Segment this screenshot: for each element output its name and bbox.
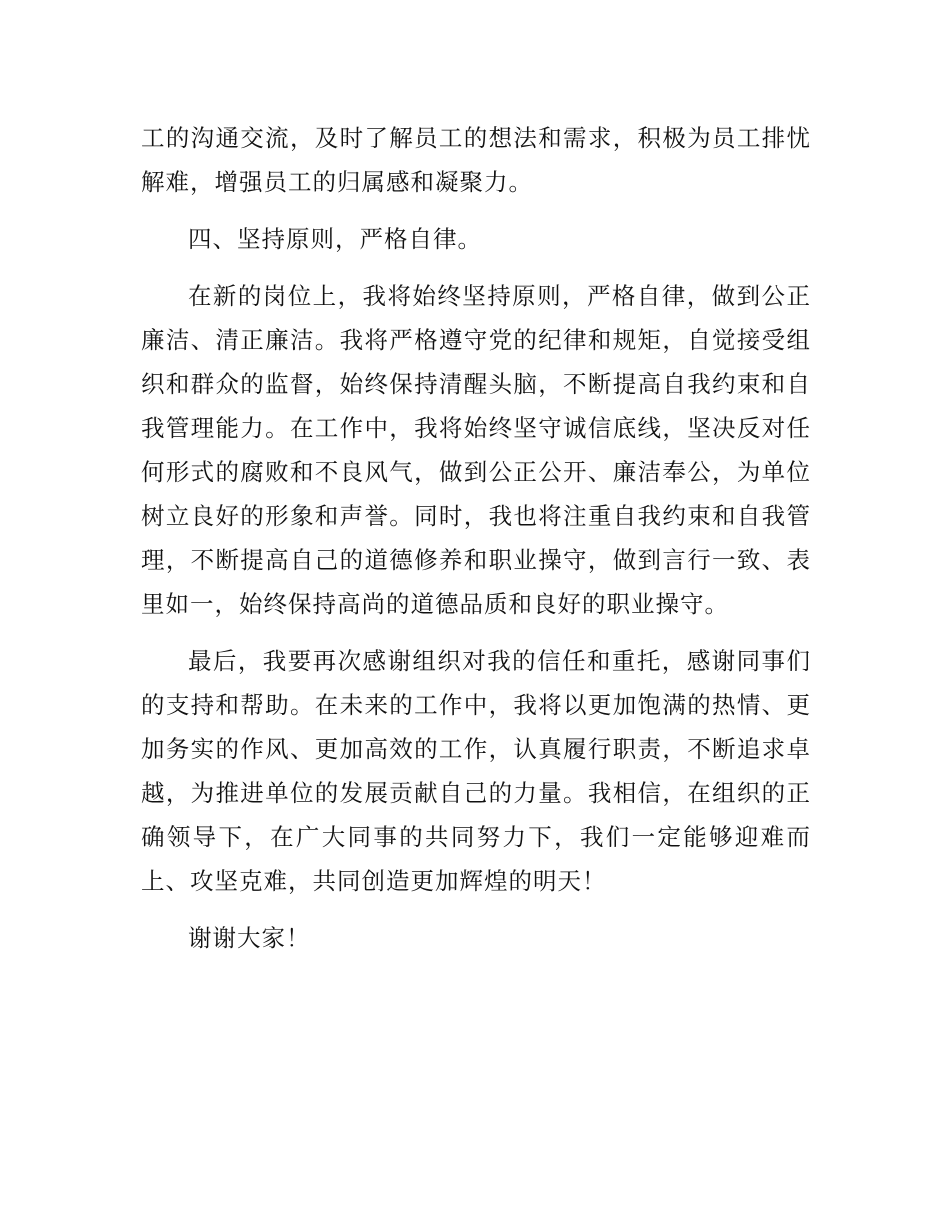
paragraph-continued: 工的沟通交流，及时了解员工的想法和需求，积极为员工排忧解难，增强员工的归属感和凝聚力。 [141,124,811,196]
paragraph-closing: 最后，我要再次感谢组织对我的信任和重托，感谢同事们的支持和帮助。在未来的工作中，我将以更加饱满的热情、更加务实的作风、更加高效的工作，认真履行职责，不断追求卓越，为推进单位的发展贡献自己的力量。我相信，在组织的正确领导下，在广大同事的共同努力下，我们一定能够迎难而上、攻坚克难，共同创造更加辉煌的明天！ [141,647,811,895]
section-heading-four: 四、坚持原则，严格自律。 [188,225,482,253]
paragraph-thanks: 谢谢大家！ [188,924,311,952]
paragraph-principles: 在新的岗位上，我将始终坚持原则，严格自律，做到公正廉洁、清正廉洁。我将严格遵守党的纪律和规矩，自觉接受组织和群众的监督，始终保持清醒头脑，不断提高自我约束和自我管理能力。在工作中，我将始终坚守诚信底线，坚决反对任何形式的腐败和不良风气，做到公正公开、廉洁奉公，为单位树立良好的形象和声誉。同时，我也将注重自我约束和自我管理，不断提高自己的道德修养和职业操守，做到言行一致、表里如一，始终保持高尚的道德品质和良好的职业操守。 [141,282,811,618]
document-body [141,116,811,973]
